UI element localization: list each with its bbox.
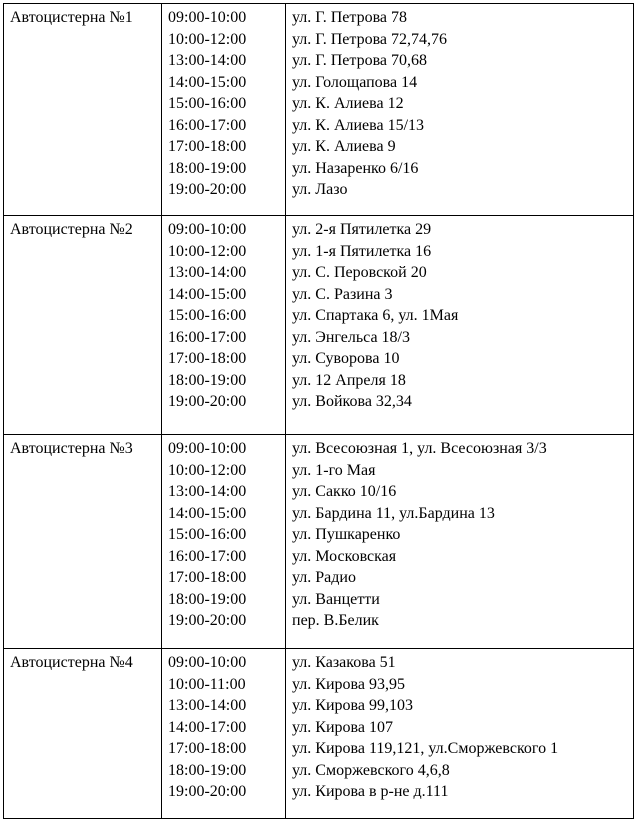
address: ул. Ванцетти	[292, 590, 380, 608]
address-cell	[286, 216, 634, 435]
time-slot: 14:00-15:00	[168, 285, 247, 303]
address: ул. Кирова 107	[292, 718, 393, 736]
truck-name-cell	[4, 649, 162, 819]
time-slot: 16:00-17:00	[168, 547, 247, 565]
address: ул. 12 Апреля 18	[292, 371, 406, 389]
time-slot: 19:00-20:00	[168, 783, 247, 800]
time-slot: 09:00-10:00	[168, 440, 247, 457]
time-slot: 10:00-11:00	[168, 675, 246, 693]
time-slot: 17:00-18:00	[168, 740, 247, 757]
address: ул. Кирова 93,95	[292, 675, 405, 693]
time-slot: 14:00-15:00	[168, 504, 247, 522]
address: ул. 1-я Пятилетка 16	[292, 242, 432, 260]
time-slot: 13:00-14:00	[168, 483, 247, 500]
time-cell	[162, 649, 286, 819]
address: ул. Пушкаренко	[292, 526, 401, 543]
truck-name: Автоцистерна №4	[10, 654, 133, 671]
address: ул. Кирова 119,121, ул.Сморжевского 1	[292, 740, 559, 757]
time-slot: 16:00-17:00	[168, 328, 247, 346]
time-slot: 19:00-20:00	[168, 612, 247, 629]
time-slot: 16:00-17:00	[168, 116, 247, 134]
truck-group-4	[4, 649, 634, 819]
address: ул. 2-я Пятилетка 29	[292, 221, 432, 238]
time-cell	[162, 216, 286, 435]
time-slot: 14:00-15:00	[168, 73, 247, 91]
truck-group-3	[4, 435, 634, 649]
time-slot: 18:00-19:00	[168, 371, 247, 389]
address: ул. К. Алиева 12	[292, 95, 404, 112]
time-slot: 19:00-20:00	[168, 393, 247, 410]
address-cell	[286, 4, 634, 216]
address: ул. 1-го Мая	[292, 461, 376, 479]
time-slot: 09:00-10:00	[168, 9, 247, 26]
time-slot: 19:00-20:00	[168, 181, 247, 198]
time-slot: 18:00-19:00	[168, 159, 247, 177]
address: ул. Голощапова 14	[292, 73, 418, 91]
address: ул. Г. Петрова 70,68	[292, 52, 428, 69]
address: ул. Лазо	[292, 181, 348, 198]
address: ул. Сакко 10/16	[292, 483, 397, 500]
water-truck-schedule-table	[3, 3, 634, 819]
address: ул. С. Перовской 20	[292, 264, 427, 281]
truck-name-cell	[4, 4, 162, 216]
time-slot: 18:00-19:00	[168, 590, 247, 608]
time-slot: 09:00-10:00	[168, 221, 247, 238]
address: ул. Г. Петрова 78	[292, 9, 408, 26]
address: ул. К. Алиева 9	[292, 138, 396, 155]
time-slot: 15:00-16:00	[168, 526, 247, 543]
address: ул. Радио	[292, 569, 356, 586]
address: ул. Казакова 51	[292, 654, 396, 671]
address: ул. Сморжевского 4,6,8	[292, 761, 450, 779]
address: ул. Московская	[292, 547, 397, 565]
address: ул. Г. Петрова 72,74,76	[292, 30, 448, 48]
address: ул. Войкова 32,34	[292, 393, 412, 410]
time-slot: 13:00-14:00	[168, 52, 247, 69]
address: ул. Кирова 99,103	[292, 697, 413, 714]
address: ул. Всесоюзная 1, ул. Всесоюзная 3/3	[292, 440, 547, 457]
address: ул. Спартака 6, ул. 1Мая	[292, 307, 459, 324]
time-slot: 17:00-18:00	[168, 569, 247, 586]
address: ул. Бардина 11, ул.Бардина 13	[292, 504, 495, 522]
time-slot: 15:00-16:00	[168, 307, 247, 324]
time-cell	[162, 435, 286, 649]
address: ул. Энгельса 18/3	[292, 328, 410, 346]
time-slot: 10:00-12:00	[168, 30, 247, 48]
time-cell	[162, 4, 286, 216]
truck-name: Автоцистерна №3	[10, 440, 133, 457]
address-cell	[286, 649, 634, 819]
address: ул. Суворова 10	[292, 350, 400, 367]
time-slot: 13:00-14:00	[168, 264, 247, 281]
time-slot: 18:00-19:00	[168, 761, 247, 779]
truck-name: Автоцистерна №2	[10, 221, 133, 238]
truck-group-2	[4, 216, 634, 435]
address: ул. К. Алиева 15/13	[292, 116, 425, 134]
time-slot: 17:00-18:00	[168, 138, 247, 155]
time-slot: 10:00-12:00	[168, 461, 247, 479]
time-slot: 15:00-16:00	[168, 95, 247, 112]
address: ул. Кирова в р-не д.111	[292, 783, 449, 800]
schedule-body	[4, 4, 634, 819]
truck-name: Автоцистерна №1	[10, 9, 133, 26]
truck-name-cell	[4, 216, 162, 435]
address: пер. В.Белик	[292, 612, 379, 629]
truck-group-1	[4, 4, 634, 216]
address: ул. С. Разина 3	[292, 285, 393, 303]
time-slot: 10:00-12:00	[168, 242, 247, 260]
time-slot: 14:00-17:00	[168, 718, 247, 736]
time-slot: 13:00-14:00	[168, 697, 247, 714]
time-slot: 17:00-18:00	[168, 350, 247, 367]
address-cell	[286, 435, 634, 649]
truck-name-cell	[4, 435, 162, 649]
address: ул. Назаренко 6/16	[292, 159, 419, 177]
time-slot: 09:00-10:00	[168, 654, 247, 671]
